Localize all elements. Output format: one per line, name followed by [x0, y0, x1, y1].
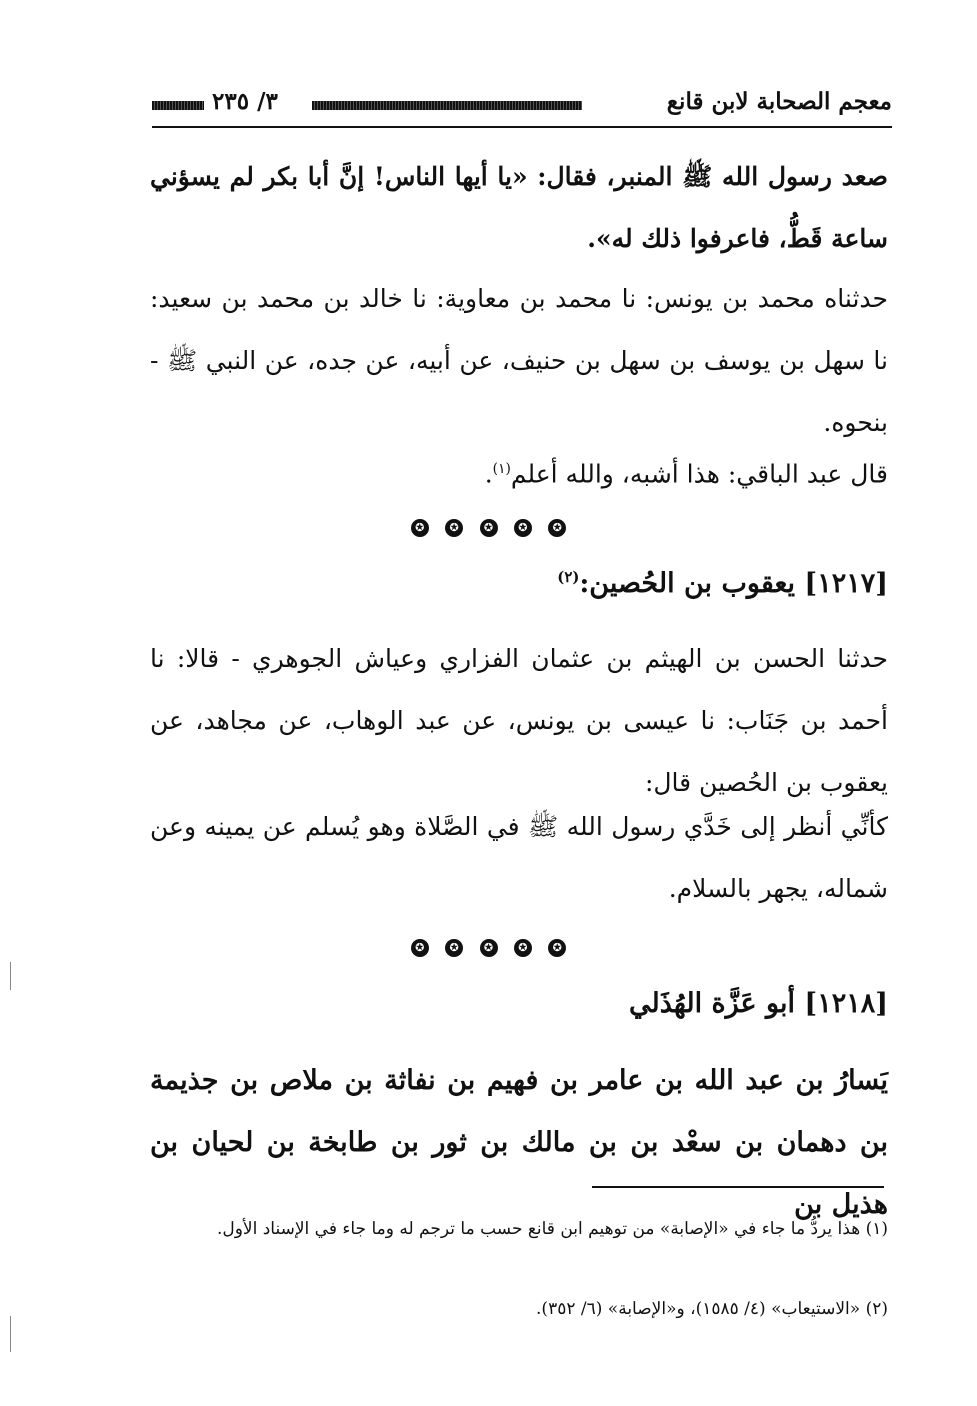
footnote-ref-2[interactable]: (٢) — [557, 568, 580, 586]
paragraph-hadith-text — [150, 146, 888, 270]
star-ornament-icon: ✪ — [445, 519, 463, 537]
star-ornament-icon: ✪ — [480, 939, 498, 957]
paragraph-text: صعد رسول الله ﷺ المنبر، فقال: «يا أيها الناس! إنَّ أبا بكر لم يسؤني ساعة قَطُّ، فاعرفوا ذلك له». — [150, 162, 888, 253]
star-ornament-icon: ✪ — [445, 939, 463, 957]
paragraph-text: كأنِّي أنظر إلى خَدَّي رسول الله ﷺ في الصَّلاة وهو يُسلم عن يمينه وعن شماله، يجهر بالسلام. — [150, 812, 888, 903]
paragraph-end: . — [484, 459, 493, 489]
star-ornament-icon: ✪ — [548, 519, 566, 537]
entry-title: [١٢١٨] أبو عَزَّة الهُذَلي — [629, 988, 888, 1019]
star-ornament-icon: ✪ — [411, 939, 429, 957]
scan-margin-mark — [10, 962, 11, 990]
entry-heading-1217 — [150, 568, 888, 599]
paragraph-text: قال عبد الباقي: هذا أشبه، والله أعلم — [510, 459, 888, 489]
paragraph-isnad — [150, 628, 888, 814]
footnote-text: (٢) «الاستيعاب» (٤/ ١٥٨٥)، و«الإصابة» (٦/ ٣٥٢). — [536, 1299, 888, 1319]
paragraph-text: يَسارُ بن عبد الله بن عامر بن فهيم بن نفاثة بن ملاص بن جذيمة بن دهمان بن سعْد بن بن مالك بن ثور بن طابخة بن لحيان بن هذيل بن — [150, 1065, 888, 1220]
header-ornament-bar — [312, 101, 582, 110]
section-separator — [0, 932, 977, 957]
footnote-2 — [150, 1292, 888, 1326]
running-header — [152, 86, 892, 130]
header-book-title: معجم الصحابة لابن قانع — [666, 88, 892, 115]
star-ornament-icon: ✪ — [411, 519, 429, 537]
paragraph-text: حدثناه محمد بن يونس: نا محمد بن معاوية: نا خالد بن محمد بن سعيد: نا سهل بن يوسف بن سهل بن حنيف، عن أبيه، عن جده، عن النبي ﷺ - بنحوه. — [150, 284, 888, 437]
paragraph-text: حدثنا الحسن بن الهيثم بن عثمان الفزاري وعياش الجوهري - قالا: نا أحمد بن جَنَاب: نا عيسى بن يونس، عن عبد الوهاب، عن مجاهد، عن يعقوب بن الحُصين قال: — [150, 644, 888, 797]
star-ornament-icon: ✪ — [480, 519, 498, 537]
header-ornament-bar — [152, 101, 204, 110]
star-ornament-icon: ✪ — [514, 519, 532, 537]
footnote-text: (١) هذا يردُّ ما جاء في «الإصابة» من توهيم ابن قانع حسب ما ترجم له وما جاء في الإسناد الأول. — [216, 1219, 888, 1239]
header-page-number: ٣/ ٢٣٥ — [212, 88, 278, 115]
paragraph-lineage — [150, 1050, 888, 1236]
section-separator — [0, 512, 977, 537]
scan-margin-mark — [10, 1316, 11, 1352]
footnote-ref-1[interactable]: (١) — [492, 461, 511, 477]
entry-heading-1218 — [150, 988, 888, 1019]
star-ornament-icon: ✪ — [548, 939, 566, 957]
footnote-separator-rule — [592, 1186, 884, 1188]
footnote-1 — [150, 1212, 888, 1246]
paragraph-hadith-text — [150, 796, 888, 920]
star-ornament-icon: ✪ — [514, 939, 532, 957]
entry-title: [١٢١٧] يعقوب بن الحُصين: — [579, 568, 888, 599]
header-rule — [152, 126, 892, 128]
paragraph-comment — [150, 438, 888, 505]
paragraph-isnad — [150, 268, 888, 454]
